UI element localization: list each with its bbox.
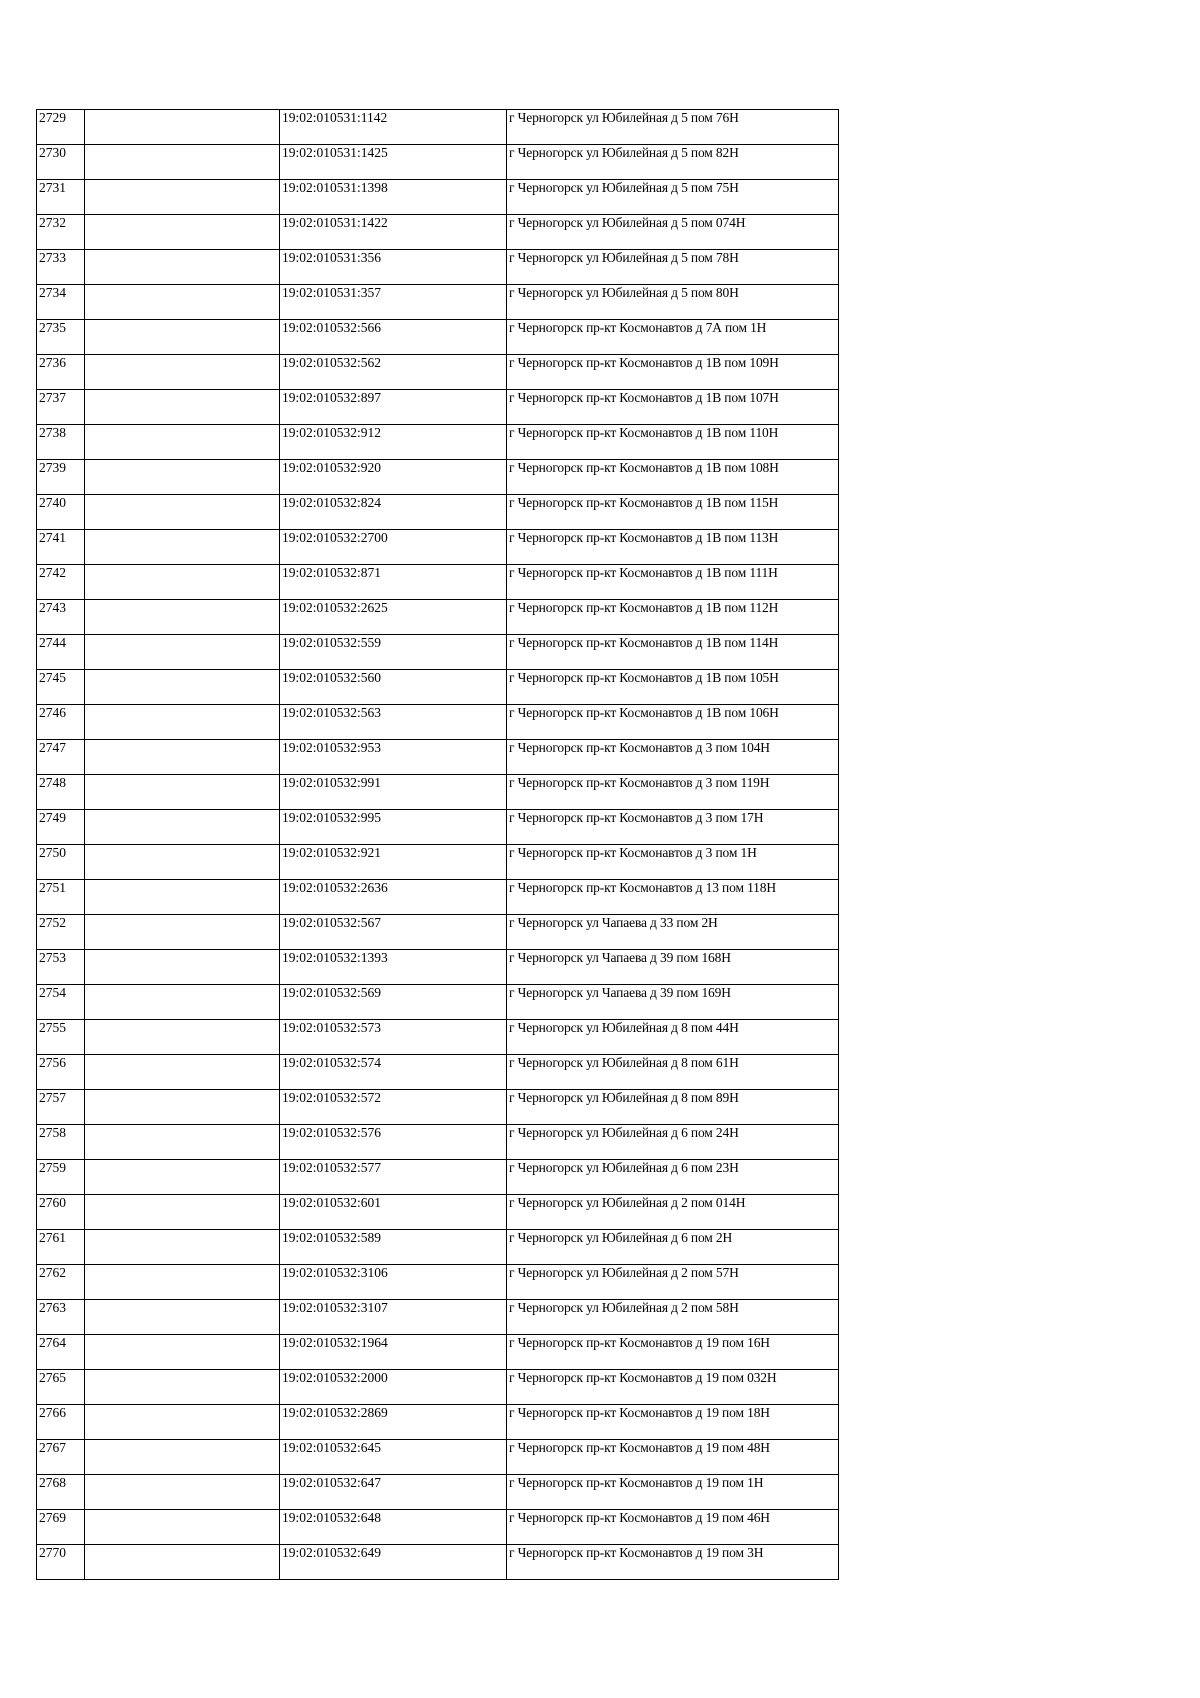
address-cell: г Черногорск пр-кт Космонавтов д 1В пом 105Н bbox=[507, 670, 839, 705]
cadastral-number-cell: 19:02:010532:912 bbox=[280, 425, 507, 460]
cadastral-number-cell: 19:02:010532:1393 bbox=[280, 950, 507, 985]
table-row bbox=[37, 915, 839, 950]
cadastral-number-cell: 19:02:010532:559 bbox=[280, 635, 507, 670]
address-cell: г Черногорск пр-кт Космонавтов д 1В пом 107Н bbox=[507, 390, 839, 425]
table-row bbox=[37, 180, 839, 215]
cadastral-number-cell: 19:02:010532:991 bbox=[280, 775, 507, 810]
row-number-cell: 2736 bbox=[37, 355, 85, 390]
address-cell: г Черногорск пр-кт Космонавтов д 1В пом 112Н bbox=[507, 600, 839, 635]
row-number-cell: 2751 bbox=[37, 880, 85, 915]
row-number-cell: 2755 bbox=[37, 1020, 85, 1055]
address-cell: г Черногорск пр-кт Космонавтов д 19 пом 48Н bbox=[507, 1440, 839, 1475]
row-number-cell: 2758 bbox=[37, 1125, 85, 1160]
address-cell: г Черногорск ул Юбилейная д 8 пом 44Н bbox=[507, 1020, 839, 1055]
table-row bbox=[37, 1125, 839, 1160]
address-cell: г Черногорск пр-кт Космонавтов д 3 пом 17Н bbox=[507, 810, 839, 845]
row-number-cell: 2750 bbox=[37, 845, 85, 880]
address-cell: г Черногорск пр-кт Космонавтов д 1В пом 108Н bbox=[507, 460, 839, 495]
cadastral-number-cell: 19:02:010532:645 bbox=[280, 1440, 507, 1475]
cadastral-number-cell: 19:02:010531:1398 bbox=[280, 180, 507, 215]
cadastral-number-cell: 19:02:010532:567 bbox=[280, 915, 507, 950]
row-number-cell: 2759 bbox=[37, 1160, 85, 1195]
owner-cell bbox=[85, 670, 280, 705]
owner-cell bbox=[85, 1300, 280, 1335]
registry-table-body bbox=[37, 110, 839, 1580]
cadastral-number-cell: 19:02:010532:871 bbox=[280, 565, 507, 600]
table-row bbox=[37, 110, 839, 145]
address-cell: г Черногорск пр-кт Космонавтов д 3 пом 104Н bbox=[507, 740, 839, 775]
owner-cell bbox=[85, 250, 280, 285]
table-row bbox=[37, 250, 839, 285]
owner-cell bbox=[85, 880, 280, 915]
owner-cell bbox=[85, 110, 280, 145]
table-row bbox=[37, 950, 839, 985]
address-cell: г Черногорск пр-кт Космонавтов д 13 пом 118Н bbox=[507, 880, 839, 915]
address-cell: г Черногорск пр-кт Космонавтов д 19 пом 46Н bbox=[507, 1510, 839, 1545]
address-cell: г Черногорск ул Чапаева д 33 пом 2Н bbox=[507, 915, 839, 950]
cadastral-number-cell: 19:02:010532:2869 bbox=[280, 1405, 507, 1440]
row-number-cell: 2770 bbox=[37, 1545, 85, 1580]
cadastral-number-cell: 19:02:010532:647 bbox=[280, 1475, 507, 1510]
owner-cell bbox=[85, 180, 280, 215]
owner-cell bbox=[85, 495, 280, 530]
table-row bbox=[37, 565, 839, 600]
cadastral-number-cell: 19:02:010532:3106 bbox=[280, 1265, 507, 1300]
cadastral-number-cell: 19:02:010532:569 bbox=[280, 985, 507, 1020]
cadastral-number-cell: 19:02:010532:920 bbox=[280, 460, 507, 495]
owner-cell bbox=[85, 1230, 280, 1265]
row-number-cell: 2729 bbox=[37, 110, 85, 145]
table-row bbox=[37, 1020, 839, 1055]
address-cell: г Черногорск ул Юбилейная д 2 пом 57Н bbox=[507, 1265, 839, 1300]
row-number-cell: 2757 bbox=[37, 1090, 85, 1125]
cadastral-number-cell: 19:02:010532:3107 bbox=[280, 1300, 507, 1335]
row-number-cell: 2762 bbox=[37, 1265, 85, 1300]
address-cell: г Черногорск ул Юбилейная д 2 пом 014Н bbox=[507, 1195, 839, 1230]
table-row bbox=[37, 1090, 839, 1125]
owner-cell bbox=[85, 845, 280, 880]
cadastral-number-cell: 19:02:010532:563 bbox=[280, 705, 507, 740]
table-row bbox=[37, 215, 839, 250]
row-number-cell: 2742 bbox=[37, 565, 85, 600]
owner-cell bbox=[85, 565, 280, 600]
cadastral-number-cell: 19:02:010532:577 bbox=[280, 1160, 507, 1195]
address-cell: г Черногорск пр-кт Космонавтов д 7А пом 1Н bbox=[507, 320, 839, 355]
owner-cell bbox=[85, 600, 280, 635]
owner-cell bbox=[85, 1370, 280, 1405]
row-number-cell: 2730 bbox=[37, 145, 85, 180]
cadastral-number-cell: 19:02:010532:566 bbox=[280, 320, 507, 355]
cadastral-number-cell: 19:02:010532:995 bbox=[280, 810, 507, 845]
address-cell: г Черногорск ул Юбилейная д 6 пом 24Н bbox=[507, 1125, 839, 1160]
cadastral-number-cell: 19:02:010531:357 bbox=[280, 285, 507, 320]
row-number-cell: 2763 bbox=[37, 1300, 85, 1335]
owner-cell bbox=[85, 705, 280, 740]
table-row bbox=[37, 285, 839, 320]
owner-cell bbox=[85, 985, 280, 1020]
owner-cell bbox=[85, 1125, 280, 1160]
cadastral-number-cell: 19:02:010531:1142 bbox=[280, 110, 507, 145]
row-number-cell: 2749 bbox=[37, 810, 85, 845]
row-number-cell: 2746 bbox=[37, 705, 85, 740]
owner-cell bbox=[85, 460, 280, 495]
table-row bbox=[37, 145, 839, 180]
table-row bbox=[37, 600, 839, 635]
table-row bbox=[37, 1440, 839, 1475]
owner-cell bbox=[85, 145, 280, 180]
owner-cell bbox=[85, 740, 280, 775]
address-cell: г Черногорск ул Чапаева д 39 пом 169Н bbox=[507, 985, 839, 1020]
address-cell: г Черногорск ул Юбилейная д 8 пом 89Н bbox=[507, 1090, 839, 1125]
row-number-cell: 2737 bbox=[37, 390, 85, 425]
table-row bbox=[37, 845, 839, 880]
table-row bbox=[37, 740, 839, 775]
table-row bbox=[37, 1230, 839, 1265]
cadastral-number-cell: 19:02:010532:2700 bbox=[280, 530, 507, 565]
table-row bbox=[37, 390, 839, 425]
row-number-cell: 2764 bbox=[37, 1335, 85, 1370]
row-number-cell: 2741 bbox=[37, 530, 85, 565]
row-number-cell: 2765 bbox=[37, 1370, 85, 1405]
owner-cell bbox=[85, 215, 280, 250]
owner-cell bbox=[85, 915, 280, 950]
address-cell: г Черногорск ул Юбилейная д 5 пом 76Н bbox=[507, 110, 839, 145]
address-cell: г Черногорск пр-кт Космонавтов д 19 пом 032Н bbox=[507, 1370, 839, 1405]
cadastral-number-cell: 19:02:010532:2636 bbox=[280, 880, 507, 915]
address-cell: г Черногорск пр-кт Космонавтов д 1В пом 113Н bbox=[507, 530, 839, 565]
address-cell: г Черногорск пр-кт Космонавтов д 19 пом 16Н bbox=[507, 1335, 839, 1370]
cadastral-number-cell: 19:02:010532:589 bbox=[280, 1230, 507, 1265]
address-cell: г Черногорск пр-кт Космонавтов д 1В пом 115Н bbox=[507, 495, 839, 530]
table-row bbox=[37, 1055, 839, 1090]
row-number-cell: 2752 bbox=[37, 915, 85, 950]
row-number-cell: 2769 bbox=[37, 1510, 85, 1545]
owner-cell bbox=[85, 1265, 280, 1300]
row-number-cell: 2745 bbox=[37, 670, 85, 705]
row-number-cell: 2766 bbox=[37, 1405, 85, 1440]
cadastral-number-cell: 19:02:010532:649 bbox=[280, 1545, 507, 1580]
table-row bbox=[37, 1510, 839, 1545]
cadastral-number-cell: 19:02:010532:897 bbox=[280, 390, 507, 425]
address-cell: г Черногорск ул Юбилейная д 8 пом 61Н bbox=[507, 1055, 839, 1090]
owner-cell bbox=[85, 810, 280, 845]
table-row bbox=[37, 1335, 839, 1370]
cadastral-number-cell: 19:02:010532:921 bbox=[280, 845, 507, 880]
row-number-cell: 2738 bbox=[37, 425, 85, 460]
owner-cell bbox=[85, 1020, 280, 1055]
row-number-cell: 2740 bbox=[37, 495, 85, 530]
row-number-cell: 2760 bbox=[37, 1195, 85, 1230]
row-number-cell: 2744 bbox=[37, 635, 85, 670]
row-number-cell: 2756 bbox=[37, 1055, 85, 1090]
table-row bbox=[37, 985, 839, 1020]
table-row bbox=[37, 1160, 839, 1195]
row-number-cell: 2754 bbox=[37, 985, 85, 1020]
table-row bbox=[37, 355, 839, 390]
address-cell: г Черногорск пр-кт Космонавтов д 1В пом 114Н bbox=[507, 635, 839, 670]
address-cell: г Черногорск пр-кт Космонавтов д 1В пом 109Н bbox=[507, 355, 839, 390]
address-cell: г Черногорск ул Юбилейная д 5 пом 82Н bbox=[507, 145, 839, 180]
owner-cell bbox=[85, 1335, 280, 1370]
cadastral-number-cell: 19:02:010531:1425 bbox=[280, 145, 507, 180]
address-cell: г Черногорск ул Чапаева д 39 пом 168Н bbox=[507, 950, 839, 985]
cadastral-number-cell: 19:02:010532:2625 bbox=[280, 600, 507, 635]
table-row bbox=[37, 1405, 839, 1440]
address-cell: г Черногорск ул Юбилейная д 5 пом 074Н bbox=[507, 215, 839, 250]
owner-cell bbox=[85, 530, 280, 565]
owner-cell bbox=[85, 355, 280, 390]
table-row bbox=[37, 1545, 839, 1580]
address-cell: г Черногорск пр-кт Космонавтов д 1В пом 106Н bbox=[507, 705, 839, 740]
row-number-cell: 2767 bbox=[37, 1440, 85, 1475]
owner-cell bbox=[85, 285, 280, 320]
cadastral-number-cell: 19:02:010532:824 bbox=[280, 495, 507, 530]
owner-cell bbox=[85, 1440, 280, 1475]
cadastral-number-cell: 19:02:010532:953 bbox=[280, 740, 507, 775]
row-number-cell: 2747 bbox=[37, 740, 85, 775]
address-cell: г Черногорск пр-кт Космонавтов д 19 пом 1Н bbox=[507, 1475, 839, 1510]
table-row bbox=[37, 635, 839, 670]
cadastral-number-cell: 19:02:010532:560 bbox=[280, 670, 507, 705]
table-row bbox=[37, 670, 839, 705]
table-row bbox=[37, 320, 839, 355]
table-row bbox=[37, 530, 839, 565]
address-cell: г Черногорск пр-кт Космонавтов д 1В пом 110Н bbox=[507, 425, 839, 460]
table-row bbox=[37, 1475, 839, 1510]
row-number-cell: 2733 bbox=[37, 250, 85, 285]
cadastral-number-cell: 19:02:010532:2000 bbox=[280, 1370, 507, 1405]
address-cell: г Черногорск пр-кт Космонавтов д 19 пом 3Н bbox=[507, 1545, 839, 1580]
owner-cell bbox=[85, 1545, 280, 1580]
cadastral-number-cell: 19:02:010532:572 bbox=[280, 1090, 507, 1125]
owner-cell bbox=[85, 1055, 280, 1090]
address-cell: г Черногорск ул Юбилейная д 5 пом 75Н bbox=[507, 180, 839, 215]
row-number-cell: 2768 bbox=[37, 1475, 85, 1510]
row-number-cell: 2743 bbox=[37, 600, 85, 635]
row-number-cell: 2732 bbox=[37, 215, 85, 250]
address-cell: г Черногорск пр-кт Космонавтов д 19 пом 18Н bbox=[507, 1405, 839, 1440]
address-cell: г Черногорск ул Юбилейная д 6 пом 2Н bbox=[507, 1230, 839, 1265]
cadastral-number-cell: 19:02:010531:1422 bbox=[280, 215, 507, 250]
row-number-cell: 2731 bbox=[37, 180, 85, 215]
owner-cell bbox=[85, 1475, 280, 1510]
table-row bbox=[37, 810, 839, 845]
table-row bbox=[37, 425, 839, 460]
cadastral-number-cell: 19:02:010532:601 bbox=[280, 1195, 507, 1230]
cadastral-number-cell: 19:02:010531:356 bbox=[280, 250, 507, 285]
row-number-cell: 2734 bbox=[37, 285, 85, 320]
row-number-cell: 2735 bbox=[37, 320, 85, 355]
cadastral-number-cell: 19:02:010532:648 bbox=[280, 1510, 507, 1545]
property-registry-table bbox=[36, 109, 839, 1580]
owner-cell bbox=[85, 1160, 280, 1195]
table-row bbox=[37, 495, 839, 530]
row-number-cell: 2761 bbox=[37, 1230, 85, 1265]
owner-cell bbox=[85, 1090, 280, 1125]
owner-cell bbox=[85, 950, 280, 985]
owner-cell bbox=[85, 775, 280, 810]
row-number-cell: 2753 bbox=[37, 950, 85, 985]
row-number-cell: 2739 bbox=[37, 460, 85, 495]
cadastral-number-cell: 19:02:010532:574 bbox=[280, 1055, 507, 1090]
owner-cell bbox=[85, 635, 280, 670]
table-row bbox=[37, 880, 839, 915]
owner-cell bbox=[85, 1405, 280, 1440]
owner-cell bbox=[85, 1510, 280, 1545]
owner-cell bbox=[85, 390, 280, 425]
table-row bbox=[37, 705, 839, 740]
owner-cell bbox=[85, 320, 280, 355]
table-row bbox=[37, 460, 839, 495]
table-row bbox=[37, 1195, 839, 1230]
cadastral-number-cell: 19:02:010532:1964 bbox=[280, 1335, 507, 1370]
address-cell: г Черногорск пр-кт Космонавтов д 3 пом 1Н bbox=[507, 845, 839, 880]
table-row bbox=[37, 1265, 839, 1300]
cadastral-number-cell: 19:02:010532:562 bbox=[280, 355, 507, 390]
cadastral-number-cell: 19:02:010532:576 bbox=[280, 1125, 507, 1160]
table-row bbox=[37, 1300, 839, 1335]
owner-cell bbox=[85, 425, 280, 460]
address-cell: г Черногорск ул Юбилейная д 2 пом 58Н bbox=[507, 1300, 839, 1335]
row-number-cell: 2748 bbox=[37, 775, 85, 810]
table-row bbox=[37, 1370, 839, 1405]
address-cell: г Черногорск ул Юбилейная д 6 пом 23Н bbox=[507, 1160, 839, 1195]
owner-cell bbox=[85, 1195, 280, 1230]
address-cell: г Черногорск пр-кт Космонавтов д 3 пом 119Н bbox=[507, 775, 839, 810]
cadastral-number-cell: 19:02:010532:573 bbox=[280, 1020, 507, 1055]
table-row bbox=[37, 775, 839, 810]
address-cell: г Черногорск пр-кт Космонавтов д 1В пом 111Н bbox=[507, 565, 839, 600]
address-cell: г Черногорск ул Юбилейная д 5 пом 80Н bbox=[507, 285, 839, 320]
address-cell: г Черногорск ул Юбилейная д 5 пом 78Н bbox=[507, 250, 839, 285]
